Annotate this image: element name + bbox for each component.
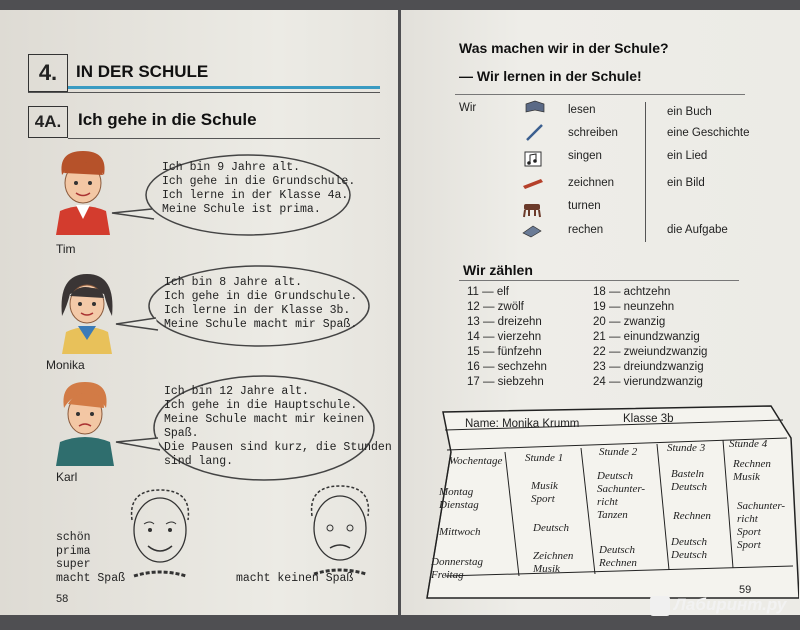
karl-name: Karl xyxy=(56,470,78,484)
numbers-right-list xyxy=(593,285,707,390)
tt-cell: Musik Sport xyxy=(531,480,558,505)
verb-item: lesen xyxy=(568,104,596,116)
tt-cell: Rechnen xyxy=(673,510,711,522)
number-item: 17 — siebzehn xyxy=(467,376,544,388)
verb-item: rechen xyxy=(568,224,604,236)
number-item: 18 — achtzehn xyxy=(593,286,671,298)
page-number-left: 58 xyxy=(56,593,69,605)
word-item: super xyxy=(56,558,91,571)
number-item: 11 — elf xyxy=(467,286,509,298)
crayon-icon xyxy=(521,176,545,190)
object-item: die Aufgabe xyxy=(667,224,728,236)
tt-cell: Deutsch Deutsch xyxy=(671,536,708,561)
timetable-class: Klasse 3b xyxy=(623,413,674,425)
section-title: Ich gehe in die Schule xyxy=(78,110,257,129)
number-item: 20 — zwanzig xyxy=(593,316,666,328)
abacus-icon xyxy=(521,224,543,238)
monika-line: Ich gehe in die Grundschule. xyxy=(164,290,358,303)
watermark: Лабиринт.ру xyxy=(674,595,787,614)
number-item: 23 — dreiundzwanzig xyxy=(593,361,704,373)
heading-rule xyxy=(455,94,745,95)
gym-icon xyxy=(521,200,543,218)
number-item: 19 — neunzehn xyxy=(593,301,675,313)
book-icon xyxy=(525,100,545,114)
tt-cell: Sachunter- richt Sport Sport xyxy=(737,500,786,551)
pen-icon xyxy=(525,122,545,142)
answer-heading: — Wir lernen in der Schule! xyxy=(459,68,642,84)
word-item: macht Spaß xyxy=(56,571,126,585)
tt-cell: Basteln Deutsch xyxy=(671,468,708,493)
timetable-name: Name: Monika Krumm xyxy=(465,418,580,430)
count-rule xyxy=(459,280,739,281)
karl-line: Ich bin 12 Jahre alt. xyxy=(164,385,309,398)
tt-cell: Deutsch Rechnen xyxy=(599,544,637,569)
tt-cell: Deutsch Sachunter- richt Tanzen xyxy=(597,470,646,521)
word-item: schön xyxy=(56,531,91,544)
karl-speech xyxy=(164,385,392,469)
page-number-right: 59 xyxy=(739,584,752,596)
karl-line: sind lang. xyxy=(164,455,234,468)
tim-line: Ich bin 9 Jahre alt. xyxy=(162,161,301,174)
count-title: Wir zählen xyxy=(463,262,533,278)
number-item: 14 — vierzehn xyxy=(467,331,542,343)
tim-line: Meine Schule ist prima. xyxy=(162,203,321,216)
tt-header: Stunde 4 xyxy=(729,438,768,450)
number-item: 15 — fünfzehn xyxy=(467,346,542,358)
tt-cell: Montag Dienstag xyxy=(439,486,479,511)
monika-line: Ich lerne in der Klasse 3b. xyxy=(164,304,351,317)
karl-line: Spaß. xyxy=(164,427,199,440)
word-item: prima xyxy=(56,544,91,558)
karl-line: Meine Schule macht mir keinen xyxy=(164,413,365,426)
sad-face-illustration xyxy=(300,480,380,580)
happy-face-illustration xyxy=(120,484,200,584)
karl-illustration xyxy=(50,376,120,466)
tim-line: Ich lerne in der Klasse 4a. xyxy=(162,189,349,202)
karl-line: Ich gehe in die Hauptschule. xyxy=(164,399,358,412)
tt-header: Stunde 3 xyxy=(667,442,706,454)
monika-line: Meine Schule macht mir Spaß. xyxy=(164,318,358,331)
left-page xyxy=(0,10,398,615)
verb-item: turnen xyxy=(568,200,601,212)
tt-header: Wochentage xyxy=(449,455,503,467)
number-item: 24 — vierundzwanzig xyxy=(593,376,703,388)
monika-speech xyxy=(164,276,357,332)
tim-name: Tim xyxy=(56,242,76,256)
tt-cell: Rechnen Musik xyxy=(733,458,771,483)
tt-cell: Mittwoch xyxy=(439,526,481,538)
monika-name: Monika xyxy=(46,358,85,372)
object-item: ein Lied xyxy=(667,150,708,162)
positive-words xyxy=(56,531,125,585)
negative-phrase: macht keinen Spaß xyxy=(236,572,354,585)
music-icon xyxy=(523,150,543,168)
number-item: 22 — zweiundzwanzig xyxy=(593,346,708,358)
subject-wir: Wir xyxy=(459,102,477,114)
chapter-rule xyxy=(28,92,380,93)
tim-line: Ich gehe in die Grundschule. xyxy=(162,175,356,188)
chapter-number: 4. xyxy=(28,54,68,92)
section-rule xyxy=(68,138,380,139)
tt-cell: Donnerstag Freitag xyxy=(431,556,483,581)
question-heading: Was machen wir in der Schule? xyxy=(459,40,669,56)
section-number: 4A. xyxy=(28,106,68,138)
tt-cell: Zeichnen Musik xyxy=(533,550,574,575)
chapter-underline xyxy=(68,86,380,89)
verb-item: zeichnen xyxy=(568,177,615,189)
tt-header: Stunde 1 xyxy=(525,452,564,464)
right-page xyxy=(401,10,800,615)
tt-cell: Deutsch xyxy=(533,522,570,534)
object-item: ein Bild xyxy=(667,177,705,189)
number-item: 12 — zwölf xyxy=(467,301,524,313)
verb-item: singen xyxy=(568,150,602,162)
tt-header: Stunde 2 xyxy=(599,446,638,458)
number-item: 16 — sechzehn xyxy=(467,361,547,373)
monika-line: Ich bin 8 Jahre alt. xyxy=(164,276,303,289)
object-item: eine Geschichte xyxy=(667,127,750,139)
chapter-title: IN DER SCHULE xyxy=(76,62,209,81)
numbers-left-list xyxy=(467,285,547,390)
verb-item: schreiben xyxy=(568,127,618,139)
karl-line: Die Pausen sind kurz, die Stunden xyxy=(164,441,392,454)
number-item: 21 — einundzwanzig xyxy=(593,331,700,343)
object-item: ein Buch xyxy=(667,106,712,118)
tim-speech xyxy=(162,161,355,217)
column-divider xyxy=(645,102,646,242)
number-item: 13 — dreizehn xyxy=(467,316,542,328)
labirint-logo-icon xyxy=(650,596,670,616)
